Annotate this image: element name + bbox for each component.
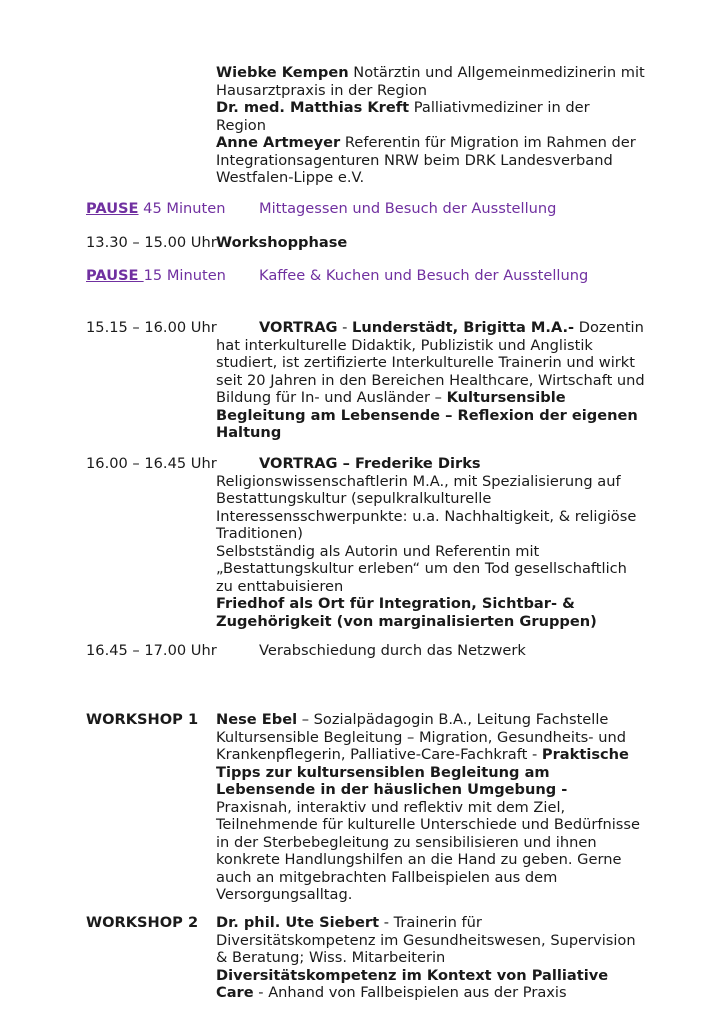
workshopphase-time: 13.30 – 15.00 Uhr	[86, 234, 217, 251]
speaker-desc: Notärztin und Allgemeinmedizinerin mit	[348, 64, 645, 81]
workshop1-topic: Praktische	[541, 746, 629, 763]
talk1-title: VORTRAG	[259, 319, 338, 336]
pause-duration: 15 Minuten	[143, 267, 226, 284]
speaker-line	[216, 134, 645, 152]
talk1-line: studiert, ist zertifizierte Interkulturelle Trainerin und wirkt	[216, 354, 635, 371]
talk1-line	[216, 389, 645, 407]
pause-coffee	[86, 267, 226, 285]
workshop2-line: Diversitätskompetenz im Gesundheitswesen, Supervision	[216, 931, 636, 949]
talk2-line: Traditionen)	[216, 525, 303, 542]
workshop1-label-text: WORKSHOP 1	[86, 711, 199, 728]
workshop2-name: Dr. phil. Ute Siebert	[216, 914, 380, 931]
workshop1-line: Versorgungsalltag.	[216, 886, 353, 903]
talk1-body	[216, 337, 645, 442]
speaker-desc: Palliativmediziner in der	[409, 99, 590, 116]
workshop2-line: & Beratung; Wiss. Mitarbeiterin	[216, 949, 446, 966]
talk2-line: Bestattungskultur (sepulkralkulturelle	[216, 490, 492, 507]
talk2-line	[216, 613, 636, 631]
talk1-topic: Kultursensible	[446, 389, 566, 406]
talk2-body	[216, 473, 636, 631]
talk1-text: Bildung für In- und Ausländer –	[216, 389, 447, 406]
workshop2-line	[216, 914, 636, 932]
workshop2-line	[216, 967, 636, 985]
talk1-heading	[259, 319, 644, 337]
pause-label: PAUSE	[86, 267, 144, 284]
workshop1-name: Nese Ebel	[216, 711, 298, 728]
workshop1-line	[216, 711, 640, 729]
workshop2-body	[216, 914, 636, 1002]
pause-duration: 45 Minuten	[138, 200, 226, 217]
talk2-line: Religionswissenschaftlerin M.A., mit Spezialisierung auf	[216, 472, 621, 490]
speaker-name: Dr. med. Matthias Kreft	[216, 99, 410, 116]
workshop1-line: Praxisnah, interaktiv und reflektiv mit dem Ziel,	[216, 798, 566, 816]
workshop1-line: Kultursensible Begleitung – Migration, Gesundheits- und	[216, 728, 626, 746]
talk1-line: hat interkulturelle Didaktik, Publizistik und Anglistik	[216, 336, 593, 354]
intro-speakers	[216, 64, 645, 187]
talk2-topic: Zugehörigkeit (von marginalisierten Gruppen)	[216, 612, 597, 630]
workshop2-text: - Trainerin für	[379, 914, 482, 931]
workshopphase-title-text: Workshopphase	[216, 234, 348, 251]
speaker-line: Westfalen-Lippe e.V.	[216, 169, 365, 186]
farewell-time: 16.45 – 17.00 Uhr	[86, 642, 217, 659]
workshop1-line: auch an mitgebrachten Fallbeispielen aus dem	[216, 868, 558, 886]
talk2-line: „Bestattungskultur erleben“ um den Tod gesellschaftlich	[216, 560, 627, 577]
workshop1-line	[216, 746, 640, 764]
workshop2-label	[86, 914, 198, 932]
talk1-line: seit 20 Jahren in den Bereichen Healthcare, Wirtschaft und	[216, 371, 645, 389]
farewell-desc: Verabschiedung durch das Netzwerk	[259, 642, 526, 659]
talk2-line: Interessensschwerpunkte: u.a. Nachhaltigkeit, & religiöse	[216, 507, 637, 525]
talk2-line	[216, 595, 636, 613]
speaker-name: Wiebke Kempen	[216, 64, 349, 81]
talk2-line: Selbstständig als Autorin und Referentin mit	[216, 542, 540, 560]
speaker-line: Integrationsagenturen NRW beim DRK Landesverband	[216, 151, 613, 169]
talk1-line	[216, 407, 645, 425]
workshop2-topic: Diversitätskompetenz im Kontext von Palliative	[216, 966, 609, 984]
workshop1-topic: Lebensende in der häuslichen Umgebung -	[216, 781, 568, 798]
talk1-topic: Haltung	[216, 424, 282, 441]
talk1-sep: -	[337, 319, 353, 336]
talk2-topic: Friedhof als Ort für Integration, Sichtbar- &	[216, 595, 575, 612]
speaker-line: Hausarztpraxis in der Region	[216, 81, 428, 99]
workshop1-label	[86, 711, 198, 729]
workshop1-line: Teilnehmende für kulturelle Unterschiede und Bedürfnisse	[216, 816, 640, 833]
workshop1-topic: Tipps zur kultursensiblen Begleitung am	[216, 763, 550, 781]
pause-label: PAUSE	[86, 200, 139, 217]
speaker-line	[216, 64, 645, 82]
workshop2-text: - Anhand von Fallbeispielen aus der Praxis	[253, 984, 567, 1001]
talk1-topic: Begleitung am Lebensende – Reflexion der eigenen	[216, 406, 638, 424]
workshop2-topic: Care	[216, 984, 254, 1001]
workshop1-line	[216, 764, 640, 782]
workshop2-line	[216, 984, 636, 1002]
workshop2-label-text: WORKSHOP 2	[86, 914, 199, 931]
speaker-line: Region	[216, 116, 266, 134]
workshop1-line: konkrete Handlungshilfen an die Hand zu geben. Gerne	[216, 851, 622, 868]
workshop1-text: – Sozialpädagogin B.A., Leitung Fachstelle	[297, 711, 609, 728]
pause-coffee-desc: Kaffee & Kuchen und Besuch der Ausstellung	[259, 267, 589, 284]
talk1-speaker: Lunderstädt, Brigitta M.A.-	[352, 319, 575, 336]
workshop1-line: in der Sterbebegleitung zu sensibilisieren und ihnen	[216, 833, 597, 851]
talk2-title: VORTRAG – Frederike Dirks	[259, 455, 481, 472]
talk1-line	[216, 424, 645, 442]
pause-lunch-desc: Mittagessen und Besuch der Ausstellung	[259, 200, 557, 217]
workshopphase-title	[216, 234, 347, 252]
workshop1-body	[216, 711, 640, 904]
talk2-time: 16.00 – 16.45 Uhr	[86, 455, 217, 472]
talk1-time: 15.15 – 16.00 Uhr	[86, 319, 217, 336]
talk2-heading	[259, 455, 481, 473]
speaker-name: Anne Artmeyer	[216, 134, 341, 151]
talk1-text: Dozentin	[574, 319, 644, 336]
speaker-line	[216, 99, 645, 117]
speaker-desc: Referentin für Migration im Rahmen der	[340, 134, 636, 151]
talk2-line: zu enttabuisieren	[216, 577, 344, 595]
workshop1-line	[216, 781, 640, 799]
pause-lunch	[86, 200, 225, 218]
workshop1-text: Krankenpflegerin, Palliative-Care-Fachkraft -	[216, 746, 542, 763]
